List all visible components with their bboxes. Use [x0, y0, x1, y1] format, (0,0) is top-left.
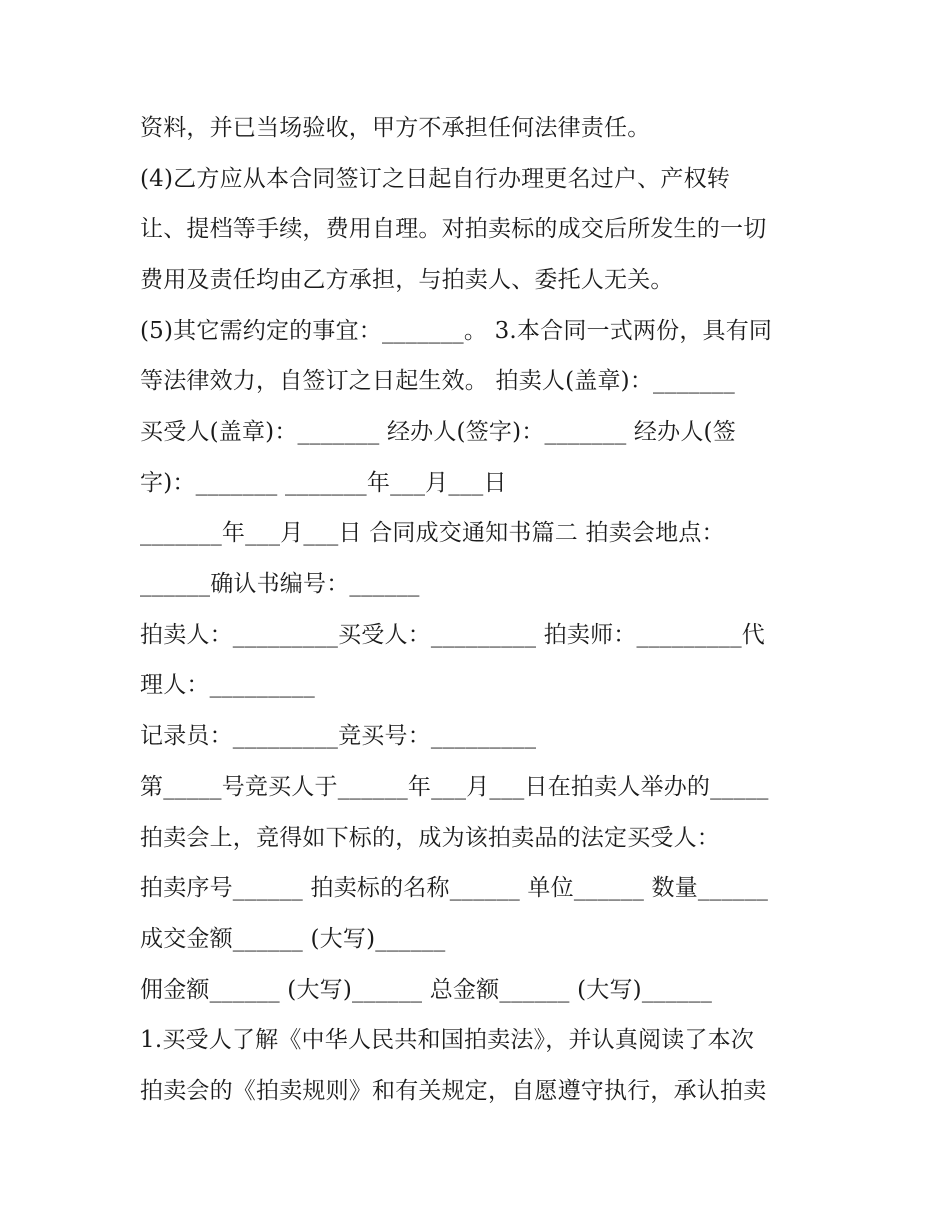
text-line: 第_____号竞买人于______年___月___日在拍卖人举办的_____: [140, 774, 769, 800]
text-line: 拍卖会的《拍卖规则》和有关规定，自愿遵守执行，承认拍卖: [140, 1078, 767, 1104]
text-line: 字)：_______ _______年___月___日: [140, 470, 507, 496]
text-line: 费用及责任均由乙方承担，与拍卖人、委托人无关。: [140, 267, 674, 293]
text-line: 记录员：_________竞买号：_________: [140, 723, 537, 749]
text-line: 买受人(盖章)：_______ 经办人(签字)：_______ 经办人(签: [140, 419, 736, 445]
text-line: 理人：_________: [140, 672, 315, 698]
text-line: 让、提档等手续，费用自理。对拍卖标的成交后所发生的一切: [140, 216, 767, 242]
text-line: 佣金额______ (大写)______ 总金额______ (大写)______: [140, 977, 713, 1003]
text-line: 等法律效力，自签订之日起生效。 拍卖人(盖章)：_______: [140, 368, 735, 394]
text-line: 成交金额______ (大写)______: [140, 926, 446, 952]
text-line: (4)乙方应从本合同签订之日起自行办理更名过户、产权转: [140, 166, 730, 192]
text-line: (5)其它需约定的事宜：_______。 3.本合同一式两份，具有同: [140, 318, 773, 344]
text-line: 拍卖序号______ 拍卖标的名称______ 单位______ 数量______: [140, 875, 769, 901]
text-line: 拍卖会上，竞得如下标的，成为该拍卖品的法定买受人：: [140, 825, 720, 851]
text-line: _______年___月___日 合同成交通知书篇二 拍卖会地点：: [140, 520, 725, 546]
text-line: 1.买受人了解《中华人民共和国拍卖法》，并认真阅读了本次: [140, 1027, 755, 1053]
text-line: 拍卖人：_________买受人：_________ 拍卖师：_________代: [140, 622, 766, 648]
text-line: ______确认书编号：______: [140, 571, 420, 597]
text-line: 资料，并已当场验收，甲方不承担任何法律责任。: [140, 115, 651, 141]
